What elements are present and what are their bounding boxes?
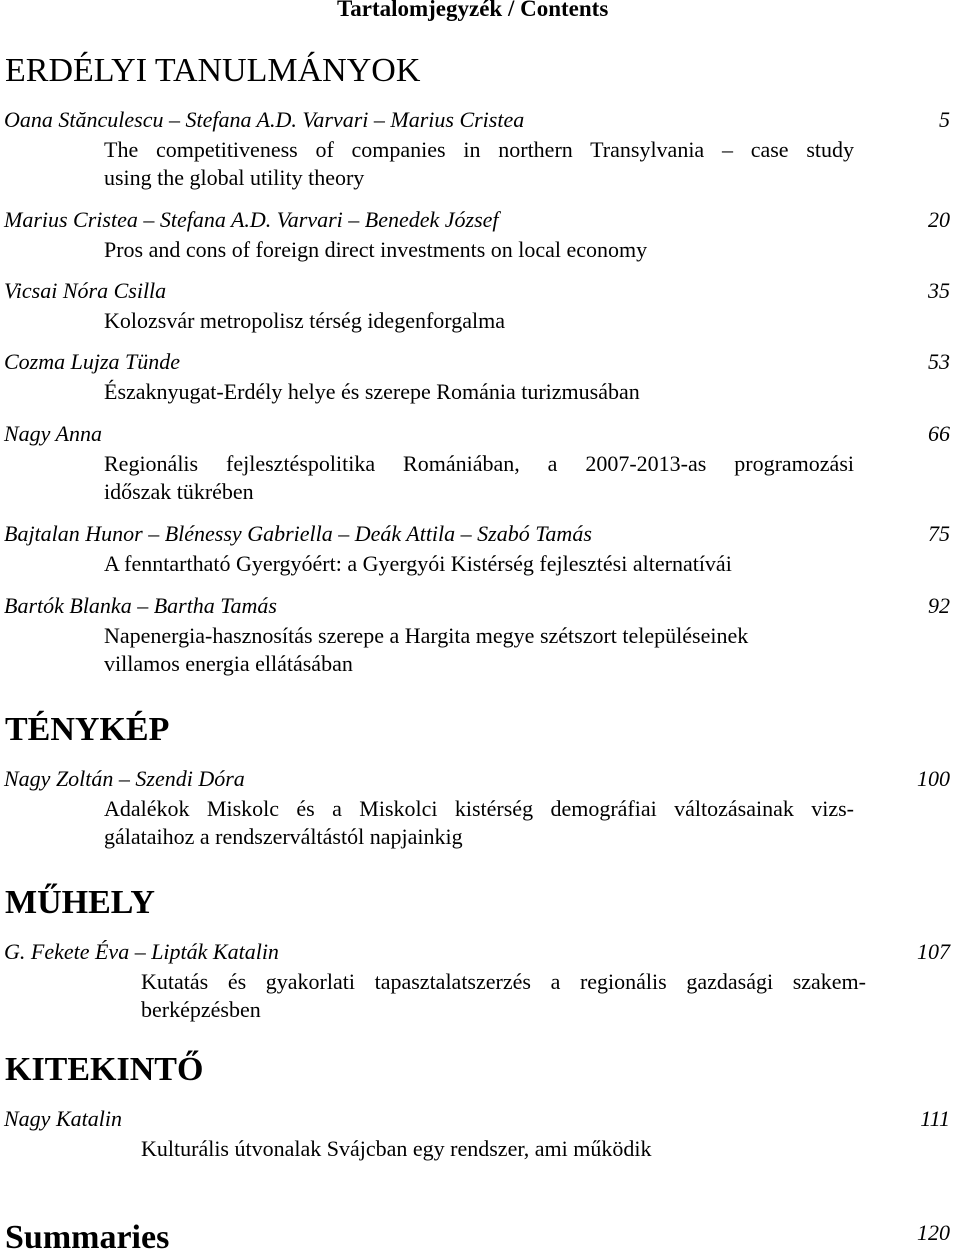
entry-title-line: Kolozsvár metropolisz térség idegenforgalma bbox=[104, 308, 505, 333]
entry-title-line: időszak tükrében bbox=[104, 479, 254, 504]
entry-title-line: Napenergia-hasznosítás szerepe a Hargita megye szétszort településeinek bbox=[104, 623, 749, 648]
entry-title bbox=[104, 622, 854, 678]
entry-authors: G. Fekete Éva – Lipták Katalin bbox=[4, 939, 279, 964]
entry-title bbox=[104, 550, 854, 578]
section-title-erdelyi-tanulmanyok: ERDÉLYI TANULMÁNYOK bbox=[5, 52, 421, 89]
entry-title-line: Kulturális útvonalak Svájcban egy rendszer, ami működik bbox=[141, 1136, 652, 1161]
entry-page-number: 100 bbox=[917, 766, 950, 791]
section-title-kitekinto: KITEKINTŐ bbox=[5, 1051, 204, 1088]
entry-title bbox=[104, 378, 854, 406]
entry-authors: Oana Stănculescu – Stefana A.D. Varvari – Marius Cristea bbox=[4, 107, 525, 132]
entry-title-line: Kutatás és gyakorlati tapasztalatszerzés a regionális gazdasági szakem- bbox=[141, 969, 866, 994]
entry-authors: Vicsai Nóra Csilla bbox=[4, 278, 167, 303]
entry-title-line: gálataihoz a rendszerváltástól napjainkig bbox=[104, 824, 463, 849]
entry-page-number: 92 bbox=[928, 593, 950, 618]
entry-authors: Cozma Lujza Tünde bbox=[4, 349, 181, 374]
entry-title-line: A fenntartható Gyergyóért: a Gyergyói Kistérség fejlesztési alternatívái bbox=[104, 551, 732, 576]
entry-page-number: 111 bbox=[920, 1106, 950, 1131]
entry-page-number: 107 bbox=[917, 939, 950, 964]
entry-title bbox=[141, 1135, 866, 1163]
entry-title bbox=[104, 450, 854, 506]
entry-title-line: Pros and cons of foreign direct investments on local economy bbox=[104, 237, 648, 262]
entry-page-number: 53 bbox=[928, 349, 950, 374]
section-title-muhely: MŰHELY bbox=[5, 884, 155, 921]
entry-authors: Marius Cristea – Stefana A.D. Varvari – Benedek József bbox=[4, 207, 499, 232]
entry-page-number: 20 bbox=[928, 207, 950, 232]
entry-title-line: The competitiveness of companies in northern Transylvania – case study bbox=[104, 137, 854, 162]
entry-page-number: 5 bbox=[939, 107, 950, 132]
entry-page-number: 75 bbox=[928, 521, 950, 546]
section-title-summaries[interactable]: Summaries bbox=[5, 1219, 170, 1256]
entry-title-line: Regionális fejlesztéspolitika Romániában, a 2007-2013-as programozási bbox=[104, 451, 854, 476]
section-title-tenykep: TÉNYKÉP bbox=[5, 711, 170, 748]
entry-title bbox=[104, 307, 854, 335]
entry-page-number: 35 bbox=[928, 278, 950, 303]
entry-title bbox=[141, 968, 866, 1024]
entry-title bbox=[104, 136, 854, 192]
entry-title-line: using the global utility theory bbox=[104, 165, 365, 190]
entry-page-number: 66 bbox=[928, 421, 950, 446]
entry-title bbox=[104, 795, 854, 851]
entry-authors: Bartók Blanka – Bartha Tamás bbox=[4, 593, 277, 618]
entry-title-line: berképzésben bbox=[141, 997, 261, 1022]
entry-page-number: 120 bbox=[917, 1220, 950, 1245]
entry-title-line: villamos energia ellátásában bbox=[104, 651, 353, 676]
entry-title-line: Adalékok Miskolc és a Miskolci kistérség demográfiai változásainak vizs- bbox=[104, 796, 854, 821]
entry-authors: Nagy Zoltán – Szendi Dóra bbox=[4, 766, 245, 791]
entry-title-line: Északnyugat-Erdély helye és szerepe Románia turizmusában bbox=[104, 379, 640, 404]
entry-authors: Nagy Katalin bbox=[4, 1106, 122, 1131]
page-header: Tartalomjegyzék / Contents bbox=[337, 0, 609, 21]
entry-authors: Bajtalan Hunor – Blénessy Gabriella – Deák Attila – Szabó Tamás bbox=[4, 521, 592, 546]
entry-authors: Nagy Anna bbox=[4, 421, 102, 446]
entry-title bbox=[104, 236, 854, 264]
